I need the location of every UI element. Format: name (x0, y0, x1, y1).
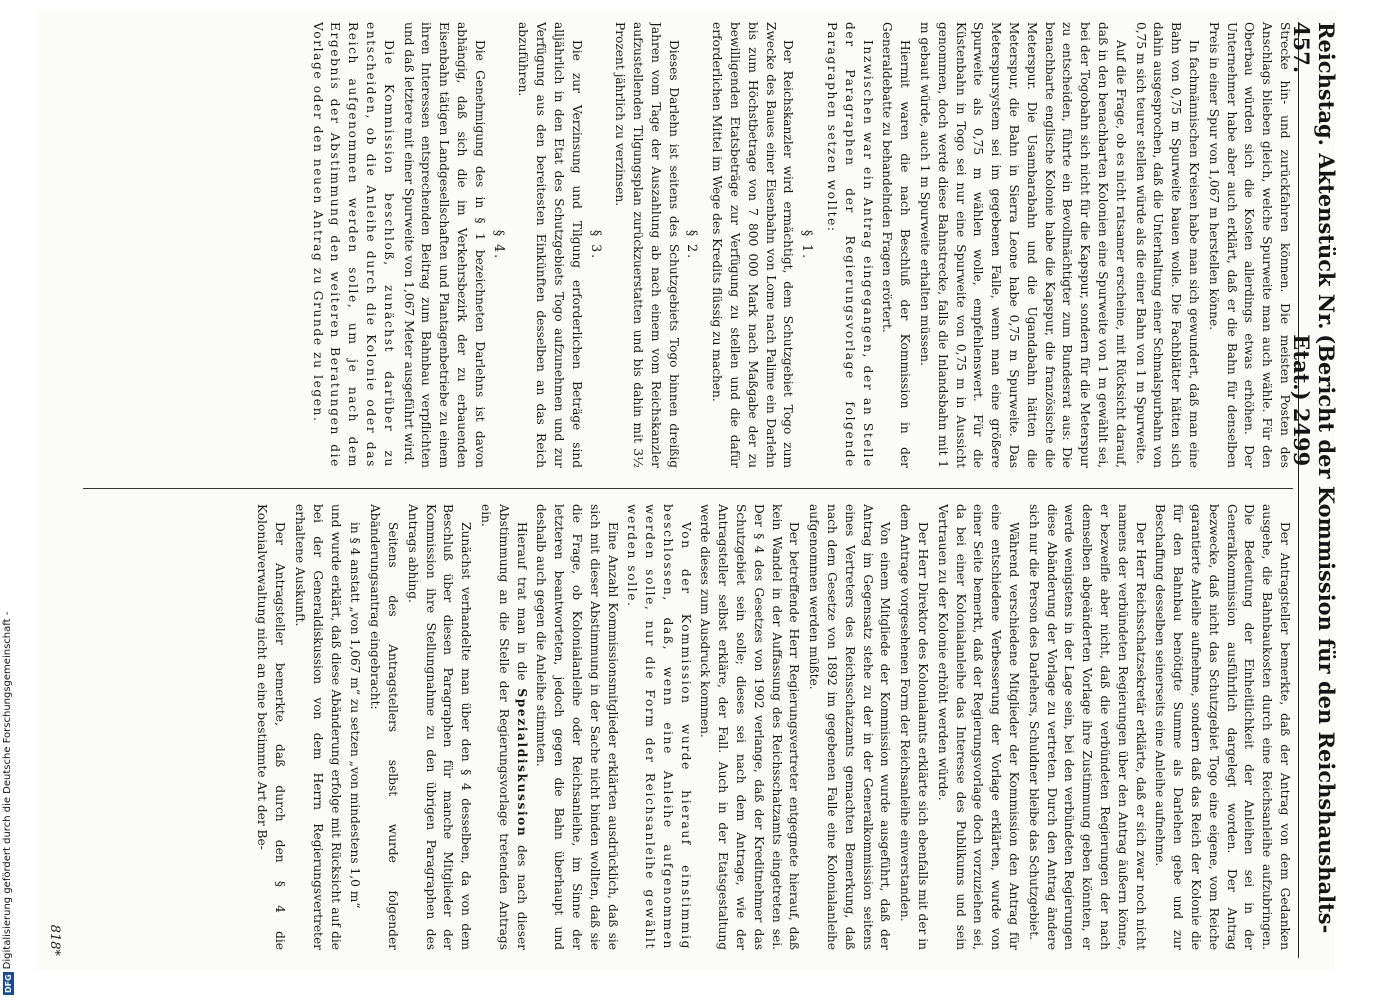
paragraph: Der Herr Direktor des Kolonialamts erklärte sich ebenfalls mit der in dem Antrage vorgesehenen Form der Reichsanleihe einverstanden. (898, 504, 931, 950)
text-run: Hierauf trat man in die (514, 522, 529, 681)
paragraph: In fachmännischen Kreisen habe man sich gewundert, daß man eine Bahn von 0,75 m Spurweite bauen wolle. Die Fachblätter hätten sich dahin ausgesprochen, daß die Unterhaltung einer Schmalspurbahn von 0,75 m sich teurer stellen würde als die einer Bahn von 1 m Spurweite. (1133, 22, 1202, 468)
credit-text: Digitalisierung gefördert durch die Deutsche Forschungsgemeinschaft - (2, 611, 13, 970)
text-run: des nach dieser Abstimmung an die Stelle der Regierungsvorlage tretenden Antrags ein. (478, 504, 529, 950)
paragraph: Der Reichskanzler wird ermächtigt, dem Schutzgebiet Togo zum Zwecke des Baues einer Eisenbahn von Lome nach Palime ein Darlehn bis zum Höchstbetrage von 7 800 000 Mark nach Maßgabe der zu bewilligenden Etatsbeträge zur Verfügung zu stellen und die dafür erforderlichen Mittel im Wege des Kredits flüssig zu machen. (710, 22, 796, 468)
column-divider (83, 488, 1293, 489)
paragraph: Die Genehmigung des in § 1 bezeichneten Darlehns ist davon abhängig, daß sich die im Verkehrsbezirk der zu erbauenden Eisenbahn tätigen Landgesellschaften und Plantagenbetriebe zu einem ihren Interessen entsprechenden Beitrag zum Bahnbau verpflichten und daß letztere mit einer Spurweite von 1,067 Meter ausgeführt wird. (401, 22, 487, 468)
paragraph: Während verschiedene Mitglieder der Kommission den Antrag für eine entschiedene Verbesserung der Vorlage erklärten, wurde von einer Seite bemerkt, daß der Regierungsvorlage doch vorzuziehen sei, da bei einer Kolonialanleihe das Interesse des Publikums und sein Vertrauen zu der Kolonie erhöht werden würde. (935, 504, 1022, 950)
paragraph: Eine Anzahl Kommissionsmitglieder erklärten ausdrücklich, daß sie sich mit dieser Abstimmung in der Sache nicht binden wollten, daß sie die Frage, ob Kolonialanleihe oder Reichsanleihe, im Sinne der letzteren beantworteten, jedoch gegen die Bahn überhaupt und deshalb auch gegen die Anleihe stimmten. (534, 504, 620, 950)
left-column (83, 22, 1293, 468)
paragraph: in § 4 anstatt „von 1,067 m“ zu setzen „von mindestens 1,0 m“ (348, 522, 363, 909)
paragraph: Der Herr Reichsschatzsekretär erklärte, daß er sich zwar noch nicht namens der verbündeten Regierungen über den Antrag äußern könne, er bezweifle aber nicht, daß die verbündeten Regierungen der nach demselben abgeänderten Vorlage ihre Zustimmung geben könnten, er werde wenigstens in der Lage sein, bei den verbündeten Regierungen diese Abänderung der Vorlage zu vertreten. Durch den Antrag ändere sich nur die Person des Darlehers, Schuldner bleibe das Schutzgebiet. (1026, 504, 1148, 950)
paragraph: Von einem Mitgliede der Kommission wurde ausgeführt, daß der Antrag im Gegensatz stehe zu der in der Generalkommission seitens eines Vertreters des Reichsschatzamts gemachten Bemerkung, daß nach dem Gesetze von 1892 im gegebenen Falle eine Kolonialanleihe aufgenommen werden müßte. (807, 504, 893, 950)
paragraph: Dieses Darlehn ist seitens des Schutzgebiets Togo binnen dreißig Jahren vom Tage der Auszahlung ab nach einem vom Reichskanzler aufzustellenden Tilgungsplan zurückzuerstatten und bis dahin mit 3½ Prozent jährlich zu verzinsen. (613, 22, 681, 468)
page-number: 818* (47, 924, 62, 956)
paragraph: Der betreffende Herr Regierungsvertreter entgegnete hierauf, daß kein Wandel in der Auffassung des Reichsschatzamts eingetreten sei. Der § 4 des Gesetzes von 1902 verlange, daß der Kreditnehmer das Schutzgebiet sein solle; dieses sei nach dem Antrage, wie der Antragsteller selbst erkläre, der Fall. Auch in der Etatsgestaltung werde dieses zum Ausdruck kommen. (698, 504, 802, 950)
page-header (1289, 22, 1339, 958)
section-heading: § 3. (588, 229, 604, 261)
paragraph: Auf die Frage, ob es nicht ratsamer erscheine, mit Rücksicht darauf, daß in den benachbarten Kolonien eine Spurweite von 1 m gewählt sei, bei der Togobahn sich nicht für die Kapspur, sondern für die Meterspur zu entscheiden, führte ein Bevollmächtigter zum Bundesrat aus: Die benachbarte englische Kolonie habe die Kapspur, die französische die Meterspur. Die Usambarabahn und die Ugandabahn hätten die Meterspur, die Bahn in Sierra Leone habe 0,75 m Spurweite. Das Meterspursystem sei im gegebenen Falle, wenn man eine größere Spurweite als 0,75 m wählen wolle, empfehlenswert. Für die Küstenbahn in Togo sei nur eine Spurweite von 0,75 m in Aussicht genommen, doch werde diese Bahnstrecke, falls die Inlandsbahn mit 1 m gebaut würde, auch 1 m Spurweite erhalten müssen. (918, 22, 1128, 468)
header-left: Reichstag. Aktenstück Nr. 457. (1289, 22, 1339, 330)
paragraph: Die zur Verzinsung und Tilgung erforderlichen Beträge sind alljährlich in den Etat des Schutzgebiets Togo aufzunehmen und zur Verfügung aus den bereitesten Einkünften desselben an das Reich abzuführen. (516, 22, 584, 468)
paragraph: Der Antragsteller bemerkte, daß der Antrag von dem Gedanken ausgehe, die Bahnbaukosten durch eine Reichsanleihe aufzubringen. Die Bedeutung der Einheitlichkeit der Anleihen sei in der Generalkommission ausführlich dargelegt worden. Der Antrag bezwecke, daß nicht das Schutzgebiet Togo eine eigene, vom Reiche garantierte Anleihe aufnehme, sondern daß das Reich der Kolonie die für den Bahnbau benötigte Summe als Darlehen gebe und zur Beschaffung desselben seinerseits eine Anleihe aufnehme. (1153, 504, 1292, 950)
section-heading: § 4. (491, 229, 507, 261)
paragraph: Die Kommission beschloß, zunächst darüber zu entscheiden, ob die Anleihe durch die Kolonie oder das Reich aufgenommen werden solle, um je nach dem Ergebnis der Abstimmung den weiteren Beratungen die Vorlage oder den neuen Antrag zu Grunde zu legen. (310, 22, 396, 468)
document-page (35, 10, 1339, 970)
paragraph: Seitens des Antragstellers selbst wurde folgender Abänderungsantrag eingebracht: (368, 504, 400, 950)
paragraph: und wurde erklärt, daß diese Abänderung erfolge mit Rücksicht auf die bei der Generaldiskussion von dem Herrn Regierungsvertreter erhaltene Auskunft. (292, 504, 343, 950)
section-heading: § 1. (800, 229, 816, 261)
paragraph: Inzwischen war ein Antrag eingegangen, der an Stelle der Paragraphen der Regierungsvorlage folgende Paragraphen setzen wollte: (825, 22, 875, 468)
section-heading: § 2. (685, 229, 701, 261)
header-right: (Bericht der Kommission für den Reichshaushalts-Etat.) 2499 (1289, 334, 1339, 934)
emphasis-text: Spezialdiskussion (514, 688, 529, 838)
paragraph: Zunächst verhandelte man über den § 4 desselben, da von dem Beschluß über diesen Paragraphen für manche Mitglieder der Kommission ihre Stellungnahme zu den übrigen Paragraphen des Antrags abhing. (405, 504, 474, 950)
paragraph: Der Antragsteller bemerkte, daß durch den § 4 die Kolonialverwaltung nicht an eine bestimmte Art der Be- (255, 504, 288, 950)
paragraph: Von der Kommission wurde hierauf einstimmig beschlossen, daß, wenn eine Anleihe aufgenommen werden solle, nur die Form der Reichsanleihe gewählt werden solle. (625, 504, 693, 950)
paragraph: Strecke hin- und zurückfahren können. Die meisten Posten des Anschlags blieben gleich, welche Spurweite man auch wähle. Für den Oberbau würden sich die Kosten allerdings etwas erhöhen. Der Unternehmer habe aber auch erklärt, daß er die Bahn für denselben Preis in einer Spur von 1,067 m herstellen könne. (1206, 22, 1292, 468)
right-column (83, 504, 1293, 950)
paragraph (476, 504, 529, 950)
paragraph: Hiermit waren die nach Beschluß der Kommission in der Generaldebatte zu behandelnden Fragen erörtert. (880, 22, 913, 468)
dfg-logo-icon: DFG (3, 974, 13, 993)
